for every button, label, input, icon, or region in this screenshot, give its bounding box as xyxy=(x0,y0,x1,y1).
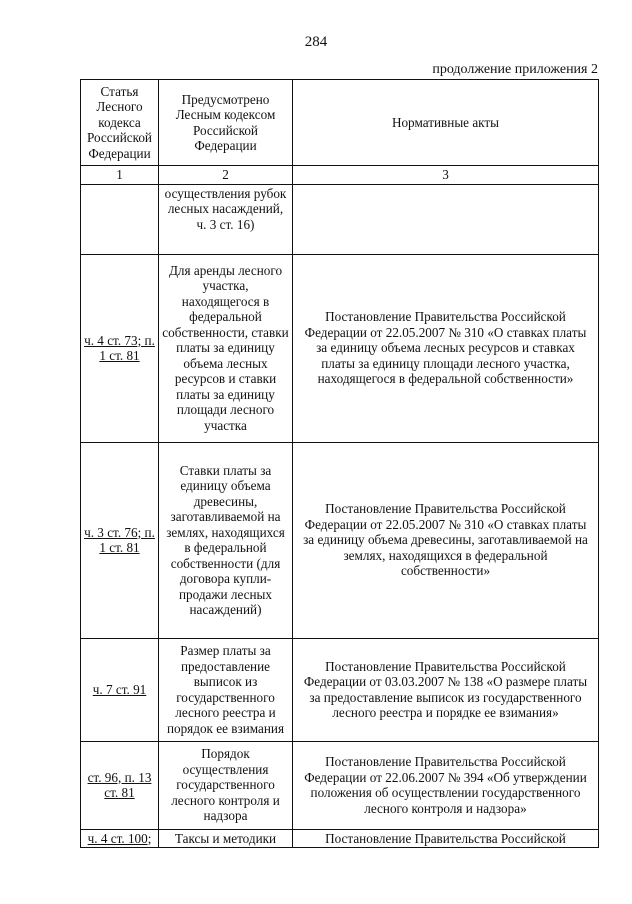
table-row xyxy=(81,638,599,741)
provision-cell: Для аренды лесного участка, находящегося в федеральной собственности, ставки платы за единицу объема лесных ресурсов и ставки платы за единицу площади лесного участка xyxy=(159,254,293,442)
act-cell: Постановление Правительства Российской xyxy=(293,829,599,848)
article-reference: ч. 7 ст. 91 xyxy=(92,681,147,697)
article-cell xyxy=(81,442,159,638)
article-cell xyxy=(81,829,159,848)
article-reference: ч. 4 ст. 73; п. 1 ст. 81 xyxy=(84,332,155,363)
act-cell: Постановление Правительства Российской Федерации от 22.05.2007 № 310 «О ставках платы за единицу объема древесины, заготавливаемой на землях, находящихся в федеральной собственности» xyxy=(293,442,599,638)
table-row xyxy=(81,741,599,829)
article-cell xyxy=(81,741,159,829)
provision-cell: Таксы и методики xyxy=(159,829,293,848)
article-reference: ч. 4 ст. 100; xyxy=(87,830,152,846)
act-cell: Постановление Правительства Российской Федерации от 22.06.2007 № 394 «Об утверждении положения об осуществлении государственного лесного контроля и надзора» xyxy=(293,741,599,829)
regulatory-acts-table xyxy=(80,79,599,848)
header-acts: Нормативные акты xyxy=(293,80,599,166)
article-cell xyxy=(81,254,159,442)
article-reference: ч. 3 ст. 76; п. 1 ст. 81 xyxy=(84,524,155,555)
column-number: 2 xyxy=(159,166,293,185)
table-header-row xyxy=(81,80,599,166)
article-reference: ст. 96, п. 13 ст. 81 xyxy=(87,769,152,800)
provision-cell: Порядок осуществления государственного лесного контроля и надзора xyxy=(159,741,293,829)
column-number: 3 xyxy=(293,166,599,185)
table-row xyxy=(81,254,599,442)
article-cell xyxy=(81,638,159,741)
act-cell xyxy=(293,184,599,254)
table-row xyxy=(81,184,599,254)
act-cell: Постановление Правительства Российской Федерации от 03.03.2007 № 138 «О размере платы за предоставление выписок из государственного лесного реестра и порядке ее взимания» xyxy=(293,638,599,741)
appendix-continuation-note: продолжение приложения 2 xyxy=(432,62,598,77)
article-cell xyxy=(81,184,159,254)
act-cell: Постановление Правительства Российской Федерации от 22.05.2007 № 310 «О ставках платы за единицу объема лесных ресурсов и ставках платы за единицу площади лесного участка, находящегося в федеральной собственности» xyxy=(293,254,599,442)
header-article: Статья Лесного кодекса Российской Федерации xyxy=(81,80,159,166)
column-number: 1 xyxy=(81,166,159,185)
table-row xyxy=(81,442,599,638)
header-provision: Предусмотрено Лесным кодексом Российской Федерации xyxy=(159,80,293,166)
page-number: 284 xyxy=(304,34,328,50)
provision-cell: Ставки платы за единицу объема древесины, заготавливаемой на землях, находящихся в федеральной собственности (для договора купли-продажи лесных насаждений) xyxy=(159,442,293,638)
provision-cell: осуществления рубок лесных насаждений, ч. 3 ст. 16) xyxy=(159,184,293,254)
column-number-row xyxy=(81,166,599,185)
table-row xyxy=(81,829,599,848)
provision-cell: Размер платы за предоставление выписок из государственного лесного реестра и порядок ее взимания xyxy=(159,638,293,741)
